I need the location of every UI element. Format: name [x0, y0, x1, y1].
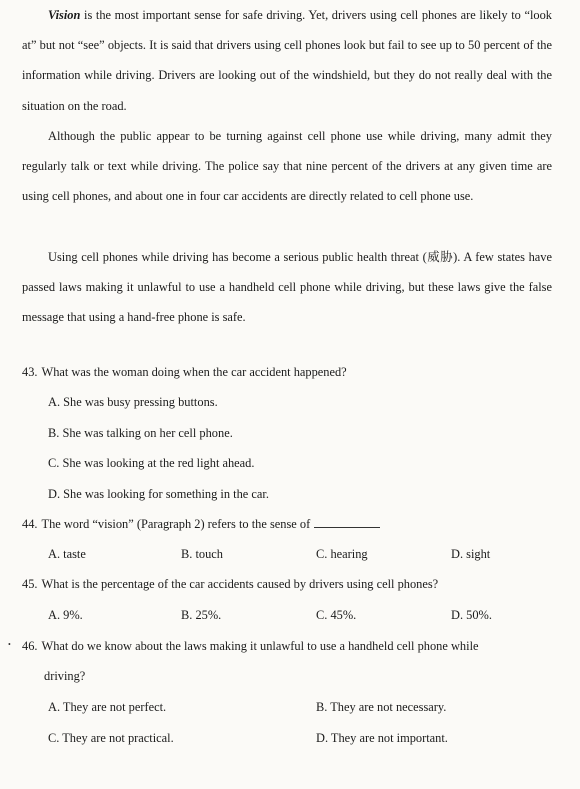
question-43-text: What was the woman doing when the car accident happened? [41, 365, 347, 379]
question-44-option-b[interactable]: B. touch [181, 547, 223, 561]
question-46-option-c[interactable]: C. They are not practical. [48, 731, 174, 745]
question-44-number: 44. [22, 517, 38, 531]
question-45-option-a[interactable]: A. 9%. [48, 608, 83, 622]
question-44-text: The word “vision” (Paragraph 2) refers to the sense of [41, 517, 311, 531]
question-46-option-a[interactable]: A. They are not perfect. [48, 700, 167, 714]
question-46 [22, 638, 562, 654]
question-43-option-b[interactable]: B. She was talking on her cell phone. [48, 426, 233, 440]
question-46-number: 46. [22, 639, 38, 653]
question-43-option-a[interactable]: A. She was busy pressing buttons. [48, 395, 218, 409]
question-43-option-c[interactable]: C. She was looking at the red light ahead. [48, 456, 255, 470]
passage-lead-word: Vision [48, 8, 81, 22]
question-45-option-b[interactable]: B. 25%. [181, 608, 222, 622]
passage-paragraph-3: Using cell phones while driving has become a serious public health threat (威胁). A few states have passed laws making it unlawful to use a handheld cell phone while driving, but these laws give the false message that using a hand-free phone is safe. [22, 250, 552, 325]
question-46-option-b[interactable]: B. They are not necessary. [316, 700, 447, 714]
question-44 [22, 516, 562, 532]
margin-mark: • [8, 640, 11, 649]
question-45 [22, 576, 562, 592]
question-43-option-d[interactable]: D. She was looking for something in the car. [48, 487, 269, 501]
answer-blank[interactable] [314, 517, 380, 528]
question-43-number: 43. [22, 365, 38, 379]
question-43 [22, 364, 562, 380]
question-46-text-line-2: driving? [44, 669, 86, 683]
question-45-option-c[interactable]: C. 45%. [316, 608, 357, 622]
question-44-option-d[interactable]: D. sight [451, 547, 491, 561]
question-45-option-d[interactable]: D. 50%. [451, 608, 492, 622]
passage-paragraph-2: Although the public appear to be turning against cell phone use while driving, many admit they regularly talk or text while driving. The police say that nine percent of the drivers at any given time are using cell phones, and about one in four car accidents are directly related to cell phone use. [22, 129, 552, 204]
question-46-option-d[interactable]: D. They are not important. [316, 731, 448, 745]
question-45-text: What is the percentage of the car accidents caused by drivers using cell phones? [41, 577, 439, 591]
question-45-number: 45. [22, 577, 38, 591]
passage-paragraph-1 [22, 0, 552, 121]
question-46-text-line-1: What do we know about the laws making it unlawful to use a handheld cell phone while [41, 639, 479, 653]
question-44-option-a[interactable]: A. taste [48, 547, 86, 561]
passage-paragraph-1-text: is the most important sense for safe driving. Yet, drivers using cell phones are likely to “look at” but not “see” objects. It is said that drivers using cell phones look but fail to see up to 50 percent of the information while driving. Drivers are looking out of the windshield, but they do not really deal with the situation on the road. [22, 8, 552, 113]
question-44-option-c[interactable]: C. hearing [316, 547, 368, 561]
